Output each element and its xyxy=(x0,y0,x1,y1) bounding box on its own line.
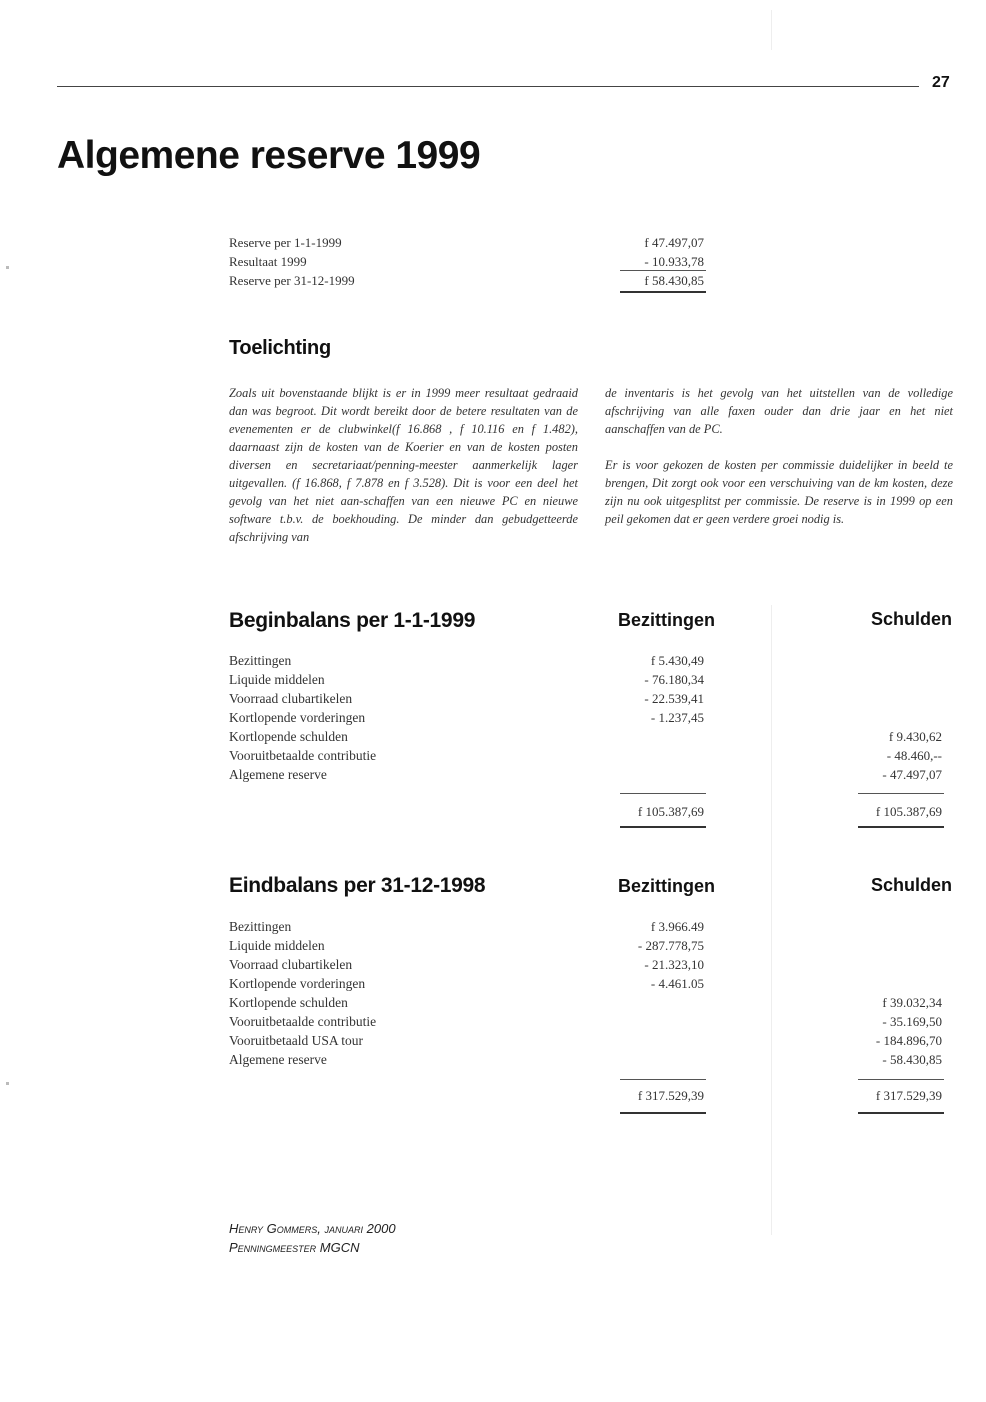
eindbalans-sum-rule-right xyxy=(858,1079,944,1080)
reserve-label-begin: Reserve per 1-1-1999 xyxy=(229,235,342,250)
balance-row-label: Bezittingen xyxy=(229,919,292,934)
toelichting-column-2 xyxy=(605,384,953,528)
balance-row-label: Vooruitbetaalde contributie xyxy=(229,748,377,763)
balance-row-label: Algemene reserve xyxy=(229,767,327,782)
balance-row-label: Liquide middelen xyxy=(229,938,325,953)
signature-author: Henry Gommers, januari 2000 xyxy=(229,1221,396,1236)
fold-mark xyxy=(771,10,772,50)
toelichting-paragraph: de inventaris is het gevolg van het uitstellen van de volledige afschrijving van alle faxen ouder dan drie jaar en het niet aanschaffen van de PC. xyxy=(605,386,953,436)
reserve-value-begin: f 47.497,07 xyxy=(644,235,704,250)
balance-row-label: Kortlopende vorderingen xyxy=(229,976,366,991)
eindbalans-sum-rule-left xyxy=(620,1079,706,1080)
toelichting-paragraph: Er is voor gekozen de kosten per commissie duidelijker in beeld te brengen, Dit zorgt ook voor een verschuiving van de km kosten, deze zijn nu ook uitgesplitst per commissie. De reserve is in 1999 op een peil gekomen dat er geen verdere groei nodig is. xyxy=(605,458,953,526)
header-rule xyxy=(57,86,919,87)
page-number: 27 xyxy=(932,74,950,91)
beginbalans-col-schulden: Schulden xyxy=(871,609,953,629)
eindbalans-total-schulden: f 317.529,39 xyxy=(875,1088,942,1103)
beginbalans-bezittingen-values xyxy=(600,651,704,784)
eindbalans-labels xyxy=(229,917,376,1069)
reserve-label-end: Reserve per 31-12-1999 xyxy=(229,273,355,288)
balance-cell xyxy=(840,651,942,670)
balance-cell xyxy=(840,974,942,993)
reserve-total-rule xyxy=(620,291,706,293)
balance-cell xyxy=(600,1031,704,1050)
balance-cell: f 3.966.49 xyxy=(650,919,704,934)
balance-cell: - 76.180,34 xyxy=(644,672,704,687)
balance-row-label: Kortlopende schulden xyxy=(229,729,348,744)
balance-row-label: Algemene reserve xyxy=(229,1052,327,1067)
balance-row-label: Liquide middelen xyxy=(229,672,325,687)
eindbalans-schulden-values xyxy=(840,917,942,1069)
beginbalans-labels xyxy=(229,651,376,784)
signature-role: Penningmeester MGCN xyxy=(229,1240,360,1255)
balance-cell xyxy=(840,955,942,974)
balance-cell: - 1.237,45 xyxy=(650,710,704,725)
balance-cell: - 21.323,10 xyxy=(644,957,704,972)
beginbalans-sum-rule-right xyxy=(858,793,944,794)
toelichting-paragraph: Zoals uit bovenstaande blijkt is er in 1999 meer resultaat gedraaid dan was begroot. Dit wordt bereikt door de betere resultaten van de evenementen er de clubwinkel(f 16.868 , f 10.116 en f 1.482), daarnaast zijn de kosten van de Koerier en van de kosten posten diversen en secretariaat/penning-meester aanmerkelijk lager uitgevallen. (f 16.868, f 7.878 en f 3.528). Dit is voor een deel het gevolg van het niet aan-schaffen van een nieuwe PC en nieuwe software t.b.v. de boekhouding. De minder dan gebudgetteerde afschrijving van xyxy=(229,386,578,544)
balance-row-label: Kortlopende schulden xyxy=(229,995,348,1010)
balance-cell: f 9.430,62 xyxy=(888,729,942,744)
beginbalans-total-rule-left xyxy=(620,826,706,828)
balance-cell: f 5.430,49 xyxy=(650,653,704,668)
page-title: Algemene reserve 1999 xyxy=(57,134,481,177)
scan-speck xyxy=(6,1082,9,1085)
balance-cell: - 4.461.05 xyxy=(650,976,704,991)
balance-cell xyxy=(840,689,942,708)
balance-cell xyxy=(600,727,704,746)
balance-cell xyxy=(840,917,942,936)
balance-cell: - 47.497,07 xyxy=(882,767,942,782)
balance-cell: - 184.896,70 xyxy=(875,1033,942,1048)
balance-cell xyxy=(600,1012,704,1031)
toelichting-column-1 xyxy=(229,384,578,546)
balance-cell: - 35.169,50 xyxy=(882,1014,942,1029)
balance-row-label: Kortlopende vorderingen xyxy=(229,710,366,725)
beginbalans-sum-rule-left xyxy=(620,793,706,794)
beginbalans-heading: Beginbalans per 1-1-1999 xyxy=(229,609,476,632)
reserve-value-result: - 10.933,78 xyxy=(644,254,704,269)
beginbalans-total-schulden: f 105.387,69 xyxy=(875,804,942,819)
balance-row-label: Voorraad clubartikelen xyxy=(229,957,353,972)
beginbalans-total-bezittingen: f 105.387,69 xyxy=(637,804,704,819)
balance-cell xyxy=(840,936,942,955)
beginbalans-schulden-values xyxy=(840,651,942,784)
reserve-value-end: f 58.430,85 xyxy=(644,273,704,288)
eindbalans-total-bezittingen: f 317.529,39 xyxy=(637,1088,704,1103)
balance-cell xyxy=(600,993,704,1012)
balance-cell xyxy=(840,670,942,689)
eindbalans-total-rule-left xyxy=(620,1112,706,1114)
balance-row-label: Vooruitbetaald USA tour xyxy=(229,1033,363,1048)
beginbalans-total-rule-right xyxy=(858,826,944,828)
eindbalans-heading: Eindbalans per 31-12-1998 xyxy=(229,874,486,897)
balance-row-label: Bezittingen xyxy=(229,653,292,668)
balance-cell: - 58.430,85 xyxy=(882,1052,942,1067)
scan-speck xyxy=(6,266,9,269)
eindbalans-col-schulden: Schulden xyxy=(871,875,953,895)
balance-cell xyxy=(600,746,704,765)
beginbalans-col-bezittingen: Bezittingen xyxy=(618,610,715,630)
balance-row-label: Vooruitbetaalde contributie xyxy=(229,1014,377,1029)
eindbalans-col-bezittingen: Bezittingen xyxy=(618,876,715,896)
reserve-label-result: Resultaat 1999 xyxy=(229,254,307,269)
toelichting-heading: Toelichting xyxy=(229,337,331,359)
balance-cell xyxy=(600,1050,704,1069)
balance-row-label: Voorraad clubartikelen xyxy=(229,691,353,706)
balance-cell: - 48.460,-- xyxy=(886,748,942,763)
eindbalans-bezittingen-values xyxy=(600,917,704,1069)
balance-cell: - 22.539,41 xyxy=(644,691,704,706)
balance-cell xyxy=(840,708,942,727)
fold-line xyxy=(771,605,772,1235)
eindbalans-total-rule-right xyxy=(858,1112,944,1114)
balance-cell xyxy=(600,765,704,784)
balance-cell: - 287.778,75 xyxy=(637,938,704,953)
balance-cell: f 39.032,34 xyxy=(882,995,942,1010)
